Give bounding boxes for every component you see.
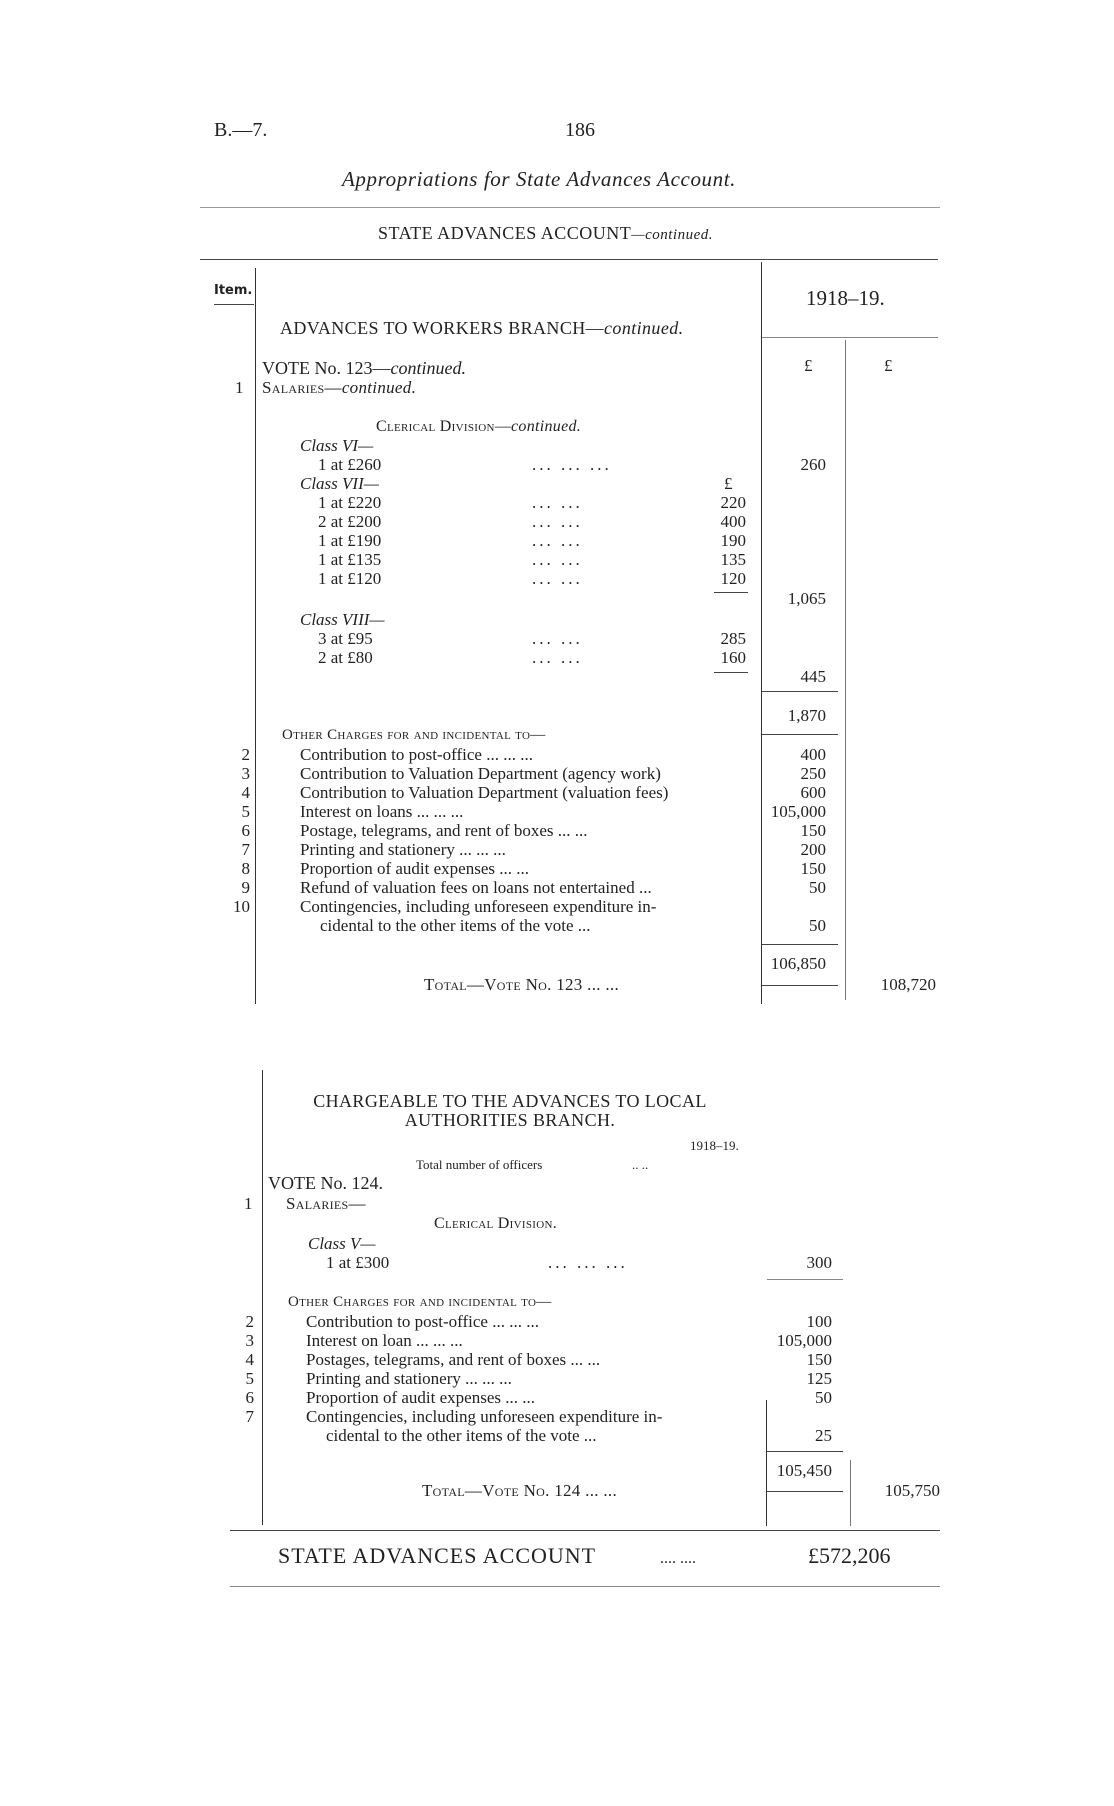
other-charge-amount: 200 [800, 840, 826, 859]
other-charge-desc: Refund of valuation fees on loans not entertained ... [300, 878, 652, 897]
class-viii-total: 445 [800, 667, 826, 686]
item-number: 7 [241, 840, 250, 859]
table-top-rule [200, 259, 938, 260]
workers-branch-title: ADVANCES TO WORKERS BRANCH—continued. [280, 318, 684, 338]
vote-123-total-rule [762, 985, 838, 986]
class-vi-label: Class VI— [300, 436, 374, 455]
local-branch-title-line1: CHARGEABLE TO THE ADVANCES TO LOCAL [313, 1091, 707, 1111]
vote-124-total-label: Total—Vote No. 124 ... ... [422, 1481, 618, 1500]
item-number: 3 [245, 1331, 254, 1350]
contingencies-amount: 25 [815, 1426, 832, 1445]
footer-account-label: STATE ADVANCES ACCOUNT [278, 1543, 597, 1568]
class-vii-row: 1 at £190 [318, 531, 382, 550]
other-charge-desc: Printing and stationery ... ... ... [300, 840, 506, 859]
other-charge-desc: Postage, telegrams, and rent of boxes ... ... [300, 821, 588, 840]
class-vii-amount: 120 [720, 569, 746, 588]
vote-123-total: 108,720 [880, 975, 936, 994]
class-viii-row: 2 at £80 [318, 648, 373, 667]
vote-124-total: 105,750 [884, 1481, 940, 1500]
class-v-dots: ... ... ... [548, 1253, 628, 1272]
year-header-rule [762, 337, 938, 338]
other-charge-amount: 100 [806, 1312, 832, 1331]
footer-dots: .... .... [660, 1550, 696, 1567]
other-charge-desc: Interest on loan ... ... ... [306, 1331, 463, 1350]
item-column-rule-lower [262, 1070, 263, 1525]
other-charge-desc: Postages, telegrams, and rent of boxes ... ... [306, 1350, 601, 1369]
other-charges-total: 106,850 [770, 954, 826, 973]
contingencies-continuation: cidental to the other items of the vote ... [320, 916, 591, 935]
footer-bottom-rule [230, 1586, 940, 1587]
class-vii-dots: ... ... [532, 531, 583, 550]
other-charge-amount: 150 [800, 859, 826, 878]
officers-count-dots: .. .. [632, 1157, 649, 1172]
total-column-rule-lower [850, 1460, 851, 1526]
class-vii-dots: ... ... [532, 550, 583, 569]
class-v-amount: 300 [806, 1253, 832, 1272]
other-charge-desc: Contribution to Valuation Department (valuation fees) [300, 783, 669, 802]
other-charges-total-rule [762, 944, 838, 945]
other-charge-desc: Contribution to post-office ... ... ... [300, 745, 533, 764]
item-number: 3 [241, 764, 250, 783]
item-number: 10 [233, 897, 250, 916]
other-charge-desc: Contribution to post-office ... ... ... [306, 1312, 539, 1331]
other-charges-total: 105,450 [776, 1461, 832, 1480]
other-charge-amount: 50 [815, 1388, 832, 1407]
page-number: 186 [565, 119, 595, 141]
clerical-division-label: Clerical Division. [434, 1215, 558, 1232]
item-number: 5 [245, 1369, 254, 1388]
other-charge-amount: 400 [800, 745, 826, 764]
class-v-row: 1 at £300 [326, 1253, 390, 1272]
footer-top-rule [230, 1530, 940, 1531]
class-viii-amount: 160 [720, 648, 746, 667]
class-vii-amount: 220 [720, 493, 746, 512]
class-vii-total: 1,065 [787, 589, 826, 608]
other-charge-amount: 150 [800, 821, 826, 840]
other-charge-amount: 150 [806, 1350, 832, 1369]
class-v-label: Class V— [308, 1234, 376, 1253]
other-charge-amount: 600 [800, 783, 826, 802]
item-number: 6 [245, 1388, 254, 1407]
other-charges-top-rule [762, 734, 838, 735]
item-header-underline [214, 304, 254, 305]
class-vii-row: 1 at £220 [318, 493, 382, 512]
class-vi-row: 1 at £260 [318, 455, 382, 474]
clerical-division-label: Clerical Division—continued. [376, 418, 582, 435]
local-branch-title-line2: AUTHORITIES BRANCH. [404, 1110, 616, 1130]
account-heading: STATE ADVANCES ACCOUNT—continued. [378, 223, 714, 243]
salaries-total: 1,870 [787, 706, 826, 725]
item-column-rule-upper [255, 268, 256, 1004]
header-rule [200, 207, 940, 208]
class-vii-amount: 135 [720, 550, 746, 569]
salaries-subtotal-rule [762, 691, 838, 692]
other-charge-amount: 250 [800, 764, 826, 783]
class-vii-row: 1 at £120 [318, 569, 382, 588]
item-number: 8 [241, 859, 250, 878]
other-charge-desc: Contribution to Valuation Department (agency work) [300, 764, 661, 783]
class-vii-amount: 400 [720, 512, 746, 531]
salaries-item-number: 1 [235, 378, 244, 397]
other-charge-desc: Proportion of audit expenses ... ... [306, 1388, 535, 1407]
salaries-label: Salaries— [286, 1194, 366, 1213]
total-column-rule-upper [845, 340, 846, 1000]
other-charge-amount: 105,000 [776, 1331, 832, 1350]
officers-year-header: 1918–19. [690, 1138, 739, 1153]
salaries-label: Salaries—continued. [262, 378, 417, 397]
item-number: 5 [241, 802, 250, 821]
item-column-header: Item. [214, 283, 253, 298]
vote-124-label: VOTE No. 124. [268, 1173, 383, 1193]
item-number: 4 [245, 1350, 254, 1369]
other-charge-desc: Proportion of audit expenses ... ... [300, 859, 529, 878]
pound-sign-col2: £ [884, 356, 893, 375]
class-vii-dots: ... ... [532, 569, 583, 588]
other-charge-amount: 125 [806, 1369, 832, 1388]
pound-sign-col1: £ [804, 356, 813, 375]
class-vii-pound-sign: £ [724, 474, 733, 493]
footer-grand-total: £572,206 [808, 1543, 891, 1568]
class-viii-dots: ... ... [532, 629, 583, 648]
item-number: 6 [241, 821, 250, 840]
year-column-header: 1918–19. [806, 286, 885, 310]
document-reference: B.—7. [214, 119, 268, 141]
class-vii-row: 1 at £135 [318, 550, 382, 569]
other-charges-total-rule [767, 1451, 843, 1452]
other-charge-desc: Printing and stationery ... ... ... [306, 1369, 512, 1388]
other-charges-label: Other Charges for and incidental to— [288, 1294, 552, 1310]
class-viii-dots: ... ... [532, 648, 583, 667]
class-viii-subtotal-rule [714, 672, 748, 673]
class-v-rule [767, 1279, 843, 1280]
vote-123-label: VOTE No. 123—continued. [262, 358, 466, 378]
class-vii-label: Class VII— [300, 474, 379, 493]
vote-123-total-label: Total—Vote No. 123 ... ... [424, 975, 620, 994]
vote-124-total-rule [767, 1491, 843, 1492]
other-charge-desc: Interest on loans ... ... ... [300, 802, 464, 821]
other-charge-desc: Contingencies, including unforeseen expenditure in- [300, 897, 657, 916]
item-number: 2 [241, 745, 250, 764]
item-number: 7 [245, 1407, 254, 1426]
class-vii-amount: 190 [720, 531, 746, 550]
officers-count-label: Total number of officers [416, 1157, 543, 1172]
class-vii-dots: ... ... [532, 512, 583, 531]
contingencies-continuation: cidental to the other items of the vote ... [326, 1426, 597, 1445]
item-number: 2 [245, 1312, 254, 1331]
page-title: Appropriations for State Advances Account. [342, 167, 737, 191]
class-vii-dots: ... ... [532, 493, 583, 512]
item-number: 9 [241, 878, 250, 897]
class-viii-amount: 285 [720, 629, 746, 648]
class-viii-label: Class VIII— [300, 610, 385, 629]
other-charge-amount: 50 [809, 878, 826, 897]
item-number: 4 [241, 783, 250, 802]
class-vii-row: 2 at £200 [318, 512, 382, 531]
class-vi-amount: 260 [800, 455, 826, 474]
salaries-item-number: 1 [244, 1194, 253, 1213]
other-charge-amount: 105,000 [770, 802, 826, 821]
other-charge-desc: Contingencies, including unforeseen expenditure in- [306, 1407, 663, 1426]
class-vi-dots: ... ... ... [532, 455, 612, 474]
class-vii-subtotal-rule [714, 592, 748, 593]
class-viii-row: 3 at £95 [318, 629, 373, 648]
other-charges-label: Other Charges for and incidental to— [282, 727, 546, 743]
contingencies-amount: 50 [809, 916, 826, 935]
